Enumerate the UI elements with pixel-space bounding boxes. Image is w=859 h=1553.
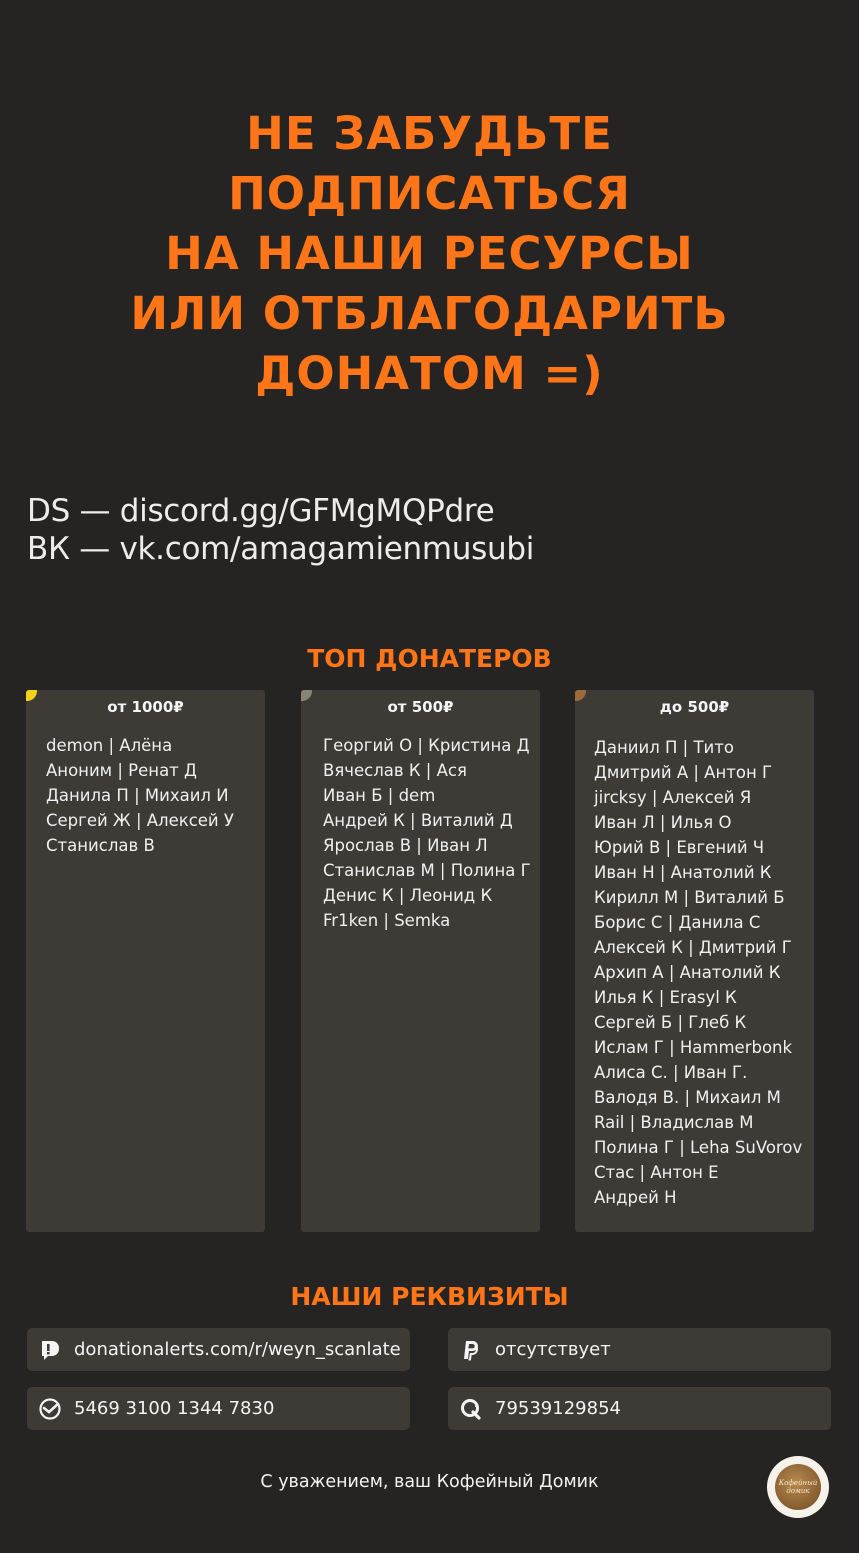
paypal-text: отсутствует: [495, 1339, 611, 1360]
tier-label: от 1000₽: [107, 698, 184, 716]
donor-list: [301, 718, 540, 933]
donor-row: Алиса С. | Иван Г.: [594, 1063, 748, 1082]
donor-row: demon | Алёна: [46, 736, 173, 755]
donor-row: Стас | Антон Е: [594, 1163, 719, 1182]
donationalerts-icon: [39, 1339, 61, 1361]
discord-link[interactable]: DS — discord.gg/GFMgMQPdre: [27, 493, 495, 529]
donor-row: Денис К | Леонид К: [323, 886, 493, 905]
donor-card-1000: [26, 690, 265, 1232]
paypal-field[interactable]: [448, 1328, 831, 1371]
donor-row: Ислам Г | Hammerbonk: [594, 1038, 793, 1057]
donor-row: Данила П | Михаил И: [46, 786, 229, 805]
donor-row: Сергей Б | Глеб К: [594, 1013, 747, 1032]
donor-row: Дмитрий А | Антон Г: [594, 763, 773, 782]
donor-card-500: [301, 690, 540, 1232]
donationalerts-text: donationalerts.com/r/weyn_scanlate: [74, 1339, 401, 1360]
sberbank-icon: [39, 1398, 61, 1420]
tier-label: от 500₽: [387, 698, 454, 716]
donor-card-under-500: [575, 690, 814, 1232]
donor-row: Юрий В | Евгений Ч: [594, 838, 765, 857]
sberbank-field[interactable]: [27, 1387, 410, 1430]
qiwi-number: 79539129854: [495, 1398, 621, 1419]
donor-row: Аноним | Ренат Д: [46, 761, 197, 780]
footer-signature: С уважением, ваш Кофейный Домик: [260, 1472, 599, 1492]
headline-line: НА НАШИ РЕСУРСЫ: [165, 227, 694, 280]
coffee-house-logo: [767, 1456, 829, 1518]
top-donors-title: ТОП ДОНАТЕРОВ: [307, 644, 552, 673]
resource-links: [27, 492, 534, 568]
donor-row: Сергей Ж | Алексей У: [46, 811, 234, 830]
donor-row: Андрей К | Виталий Д: [323, 811, 513, 830]
donor-row: Иван Л | Илья О: [594, 813, 732, 832]
donor-list: [575, 718, 814, 1210]
donationalerts-field[interactable]: [27, 1328, 410, 1371]
donor-list: [26, 718, 265, 858]
sberbank-card-number: 5469 3100 1344 7830: [74, 1398, 275, 1419]
donor-row: Георгий О | Кристина Д: [323, 736, 530, 755]
donor-row: Станислав В: [46, 836, 155, 855]
donor-row: Архип А | Анатолий К: [594, 963, 781, 982]
headline-line: ПОДПИСАТЬСЯ: [228, 167, 631, 220]
tier-label: до 500₽: [659, 698, 730, 716]
paypal-icon: [460, 1339, 482, 1361]
donor-row: Илья К | Erasyl К: [594, 988, 737, 1007]
logo-badge: [775, 1464, 821, 1510]
donor-row: Ярослав В | Иван Л: [323, 836, 488, 855]
qiwi-icon: [460, 1398, 482, 1420]
donor-row: Полина Г | Leha SuVorov: [594, 1138, 803, 1157]
requisites-title: НАШИ РЕКВИЗИТЫ: [290, 1282, 569, 1311]
vk-link[interactable]: ВК — vk.com/amagamienmusubi: [27, 531, 535, 567]
headline-line: ДОНАТОМ =): [255, 347, 604, 400]
donor-row: Борис С | Данила С: [594, 913, 761, 932]
headline: [0, 104, 859, 404]
donor-row: Rail | Владислав М: [594, 1113, 754, 1132]
donor-row: Андрей Н: [594, 1188, 677, 1207]
donor-row: Иван Б | dem: [323, 786, 436, 805]
donor-row: Иван Н | Анатолий К: [594, 863, 772, 882]
donor-row: Кирилл М | Виталий Б: [594, 888, 785, 907]
donor-row: Станислав М | Полина Г: [323, 861, 531, 880]
donor-row: Алексей К | Дмитрий Г: [594, 938, 792, 957]
headline-line: ИЛИ ОТБЛАГОДАРИТЬ: [130, 287, 729, 340]
donor-row: Даниил П | Тито: [594, 738, 734, 757]
logo-text: Кофейный домик: [778, 1479, 818, 1495]
donor-row: Fr1ken | Semka: [323, 911, 451, 930]
headline-line: НЕ ЗАБУДЬТЕ: [246, 107, 613, 160]
qiwi-field[interactable]: [448, 1387, 831, 1430]
donor-row: Вячеслав К | Ася: [323, 761, 467, 780]
donor-row: Валодя В. | Михаил М: [594, 1088, 781, 1107]
donor-row: jircksy | Алексей Я: [594, 788, 752, 807]
